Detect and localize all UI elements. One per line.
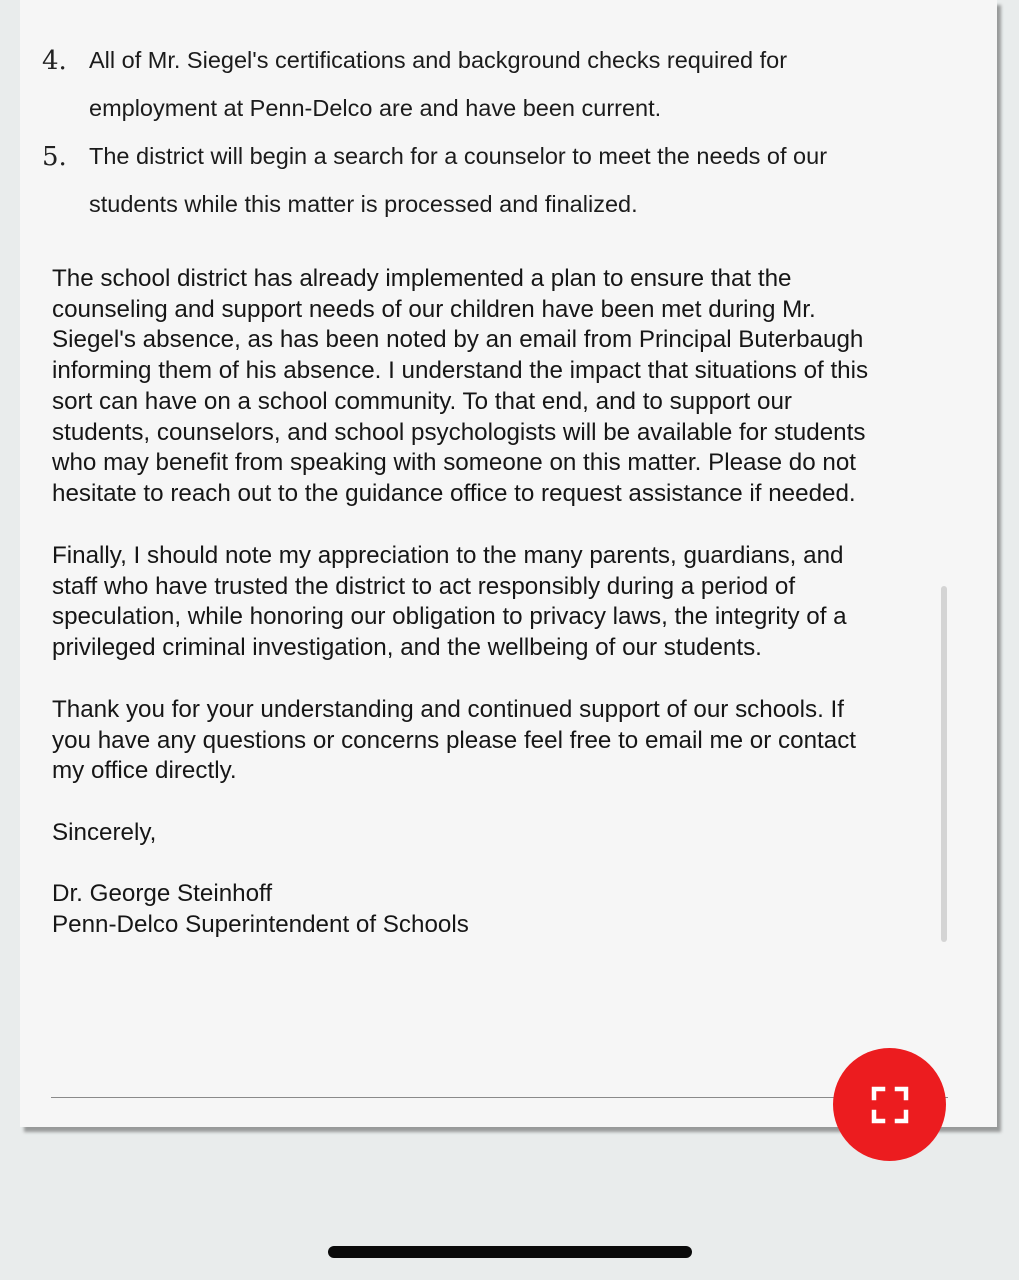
- scrollbar[interactable]: [941, 586, 947, 942]
- fullscreen-button[interactable]: [833, 1048, 946, 1161]
- closing: Sincerely,: [52, 819, 157, 846]
- paragraph-line: my office directly.: [52, 757, 237, 785]
- paragraph-line: sort can have on a school community. To that end, and to support our: [52, 387, 792, 415]
- signature-title: Penn-Delco Superintendent of Schools: [52, 910, 469, 938]
- list-item-text: [89, 36, 949, 132]
- list-number: 5.: [42, 142, 67, 172]
- paragraph-line: Thank you for your understanding and continued support of our schools. If: [52, 696, 844, 723]
- paragraph-line: counseling and support needs of our children have been met during Mr.: [52, 295, 816, 323]
- document-page[interactable]: [20, 0, 997, 1127]
- divider: [51, 1097, 948, 1098]
- home-indicator[interactable]: [328, 1246, 692, 1258]
- list-line: students while this matter is processed and finalized.: [89, 191, 638, 217]
- paragraph-appreciation: [52, 541, 952, 664]
- paragraph-line: privileged criminal investigation, and the wellbeing of our students.: [52, 634, 762, 662]
- paragraph-line: you have any questions or concerns please feel free to email me or contact: [52, 726, 857, 754]
- paragraph-line: informing them of his absence. I understand the impact that situations of this: [52, 357, 869, 385]
- fullscreen-icon: [871, 1086, 909, 1124]
- paragraph-line: Siegel's absence, as has been noted by an email from Principal Buterbaugh: [52, 326, 864, 354]
- paragraph-line: staff who have trusted the district to act responsibly during a period of: [52, 572, 796, 600]
- signature-block: [52, 879, 952, 940]
- paragraph-line: who may benefit from speaking with someone on this matter. Please do not: [52, 449, 856, 477]
- list-item-text: [89, 132, 949, 228]
- paragraph-line: hesitate to reach out to the guidance office to request assistance if needed.: [52, 479, 856, 507]
- paragraph-line: The school district has already implemented a plan to ensure that the: [52, 265, 792, 292]
- list-line: employment at Penn-Delco are and have been current.: [89, 95, 662, 121]
- list-number: 4.: [42, 46, 67, 76]
- list-line: The district will begin a search for a counselor to meet the needs of our: [89, 143, 828, 169]
- paragraph-line: speculation, while honoring our obligation to privacy laws, the integrity of a: [52, 603, 847, 631]
- paragraph-thank-you: [52, 695, 952, 787]
- paragraph-support-plan: [52, 264, 952, 510]
- paragraph-line: Finally, I should note my appreciation to the many parents, guardians, and: [52, 542, 844, 569]
- signature-name: Dr. George Steinhoff: [52, 880, 273, 907]
- list-line: All of Mr. Siegel's certifications and background checks required for: [89, 47, 788, 73]
- paragraph-line: students, counselors, and school psychologists will be available for students: [52, 418, 866, 446]
